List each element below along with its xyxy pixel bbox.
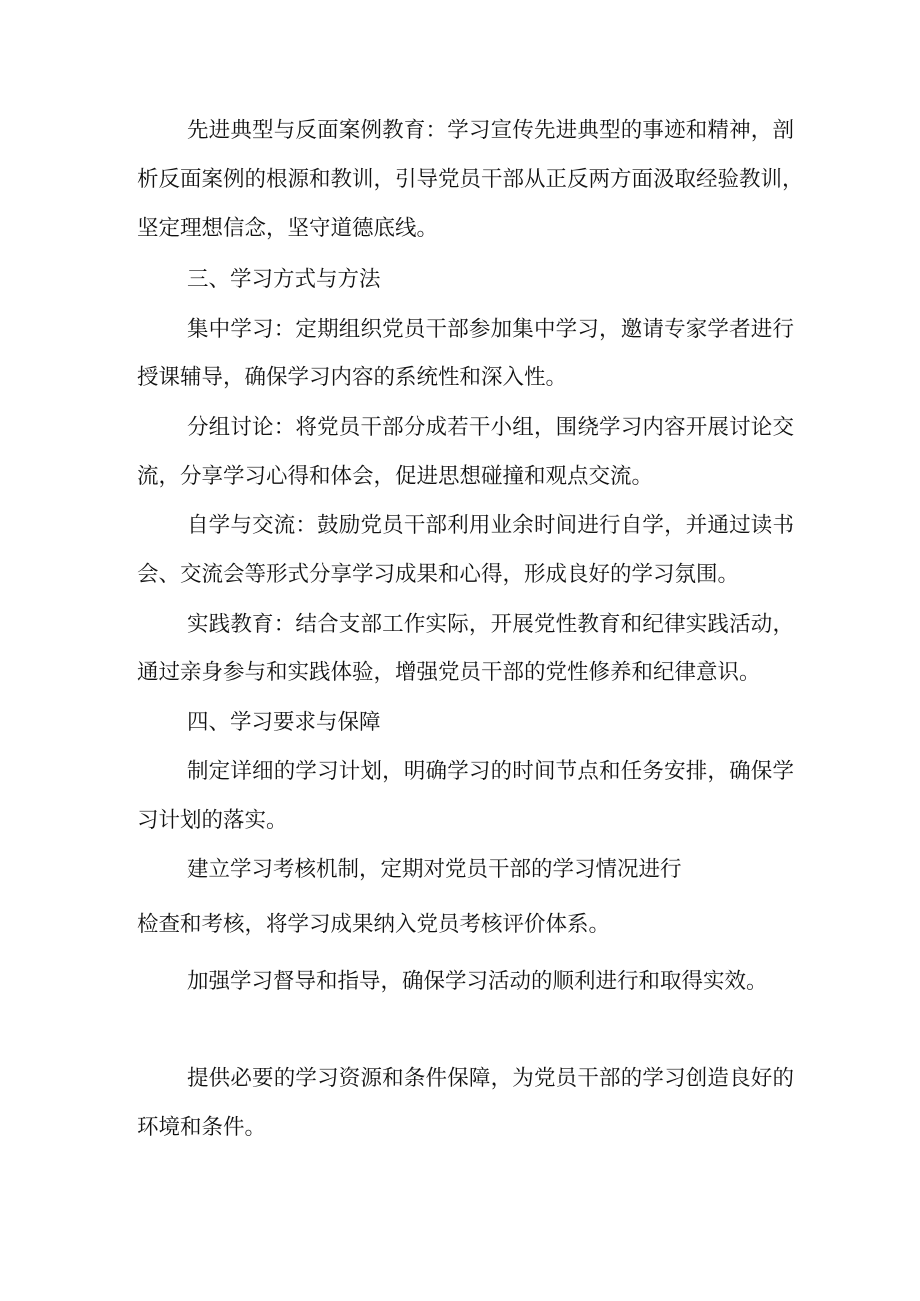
paragraph-line: 建立学习考核机制，定期对党员干部的学习情况进行 [187, 857, 682, 882]
paragraph-line: 先进典型与反面案例教育：学习宣传先进典型的事迹和精神，剖 [187, 118, 794, 143]
paragraph-line: 加强学习督导和指导，确保学习活动的顺利进行和取得实效。 [187, 969, 768, 994]
paragraph-line: 析反面案例的根源和教训，引导党员干部从正反两方面汲取经验教训， [137, 167, 804, 192]
paragraph-line: 习计划的落实。 [137, 808, 288, 833]
paragraph-line: 会、交流会等形式分享学习成果和心得，形成良好的学习氛围。 [137, 562, 740, 587]
paragraph-line: 自学与交流：鼓励党员干部利用业余时间进行自学，并通过读书 [187, 513, 794, 538]
paragraph-line: 检查和考核，将学习成果纳入党员考核评价体系。 [137, 912, 611, 937]
section-heading: 三、学习方式与方法 [187, 267, 381, 292]
paragraph-line: 制定详细的学习计划，明确学习的时间节点和任务安排，确保学 [187, 759, 794, 784]
paragraph-line: 环境和条件。 [137, 1115, 267, 1140]
paragraph-line: 坚定理想信念，坚守道德底线。 [137, 216, 439, 241]
paragraph-line: 分组讨论：将党员干部分成若干小组，围绕学习内容开展讨论交 [187, 415, 794, 440]
paragraph-line: 流，分享学习心得和体会，促进思想碰撞和观点交流。 [137, 464, 654, 489]
paragraph-line: 集中学习：定期组织党员干部参加集中学习，邀请专家学者进行 [187, 317, 794, 342]
paragraph-line: 提供必要的学习资源和条件保障，为党员干部的学习创造良好的 [187, 1066, 794, 1091]
paragraph-line: 授课辅导，确保学习内容的系统性和深入性。 [137, 365, 568, 390]
paragraph-line: 实践教育：结合支部工作实际，开展党性教育和纪律实践活动， [187, 612, 794, 637]
section-heading: 四、学习要求与保障 [187, 710, 381, 735]
paragraph-line: 通过亲身参与和实践体验，增强党员干部的党性修养和纪律意识。 [137, 660, 761, 685]
